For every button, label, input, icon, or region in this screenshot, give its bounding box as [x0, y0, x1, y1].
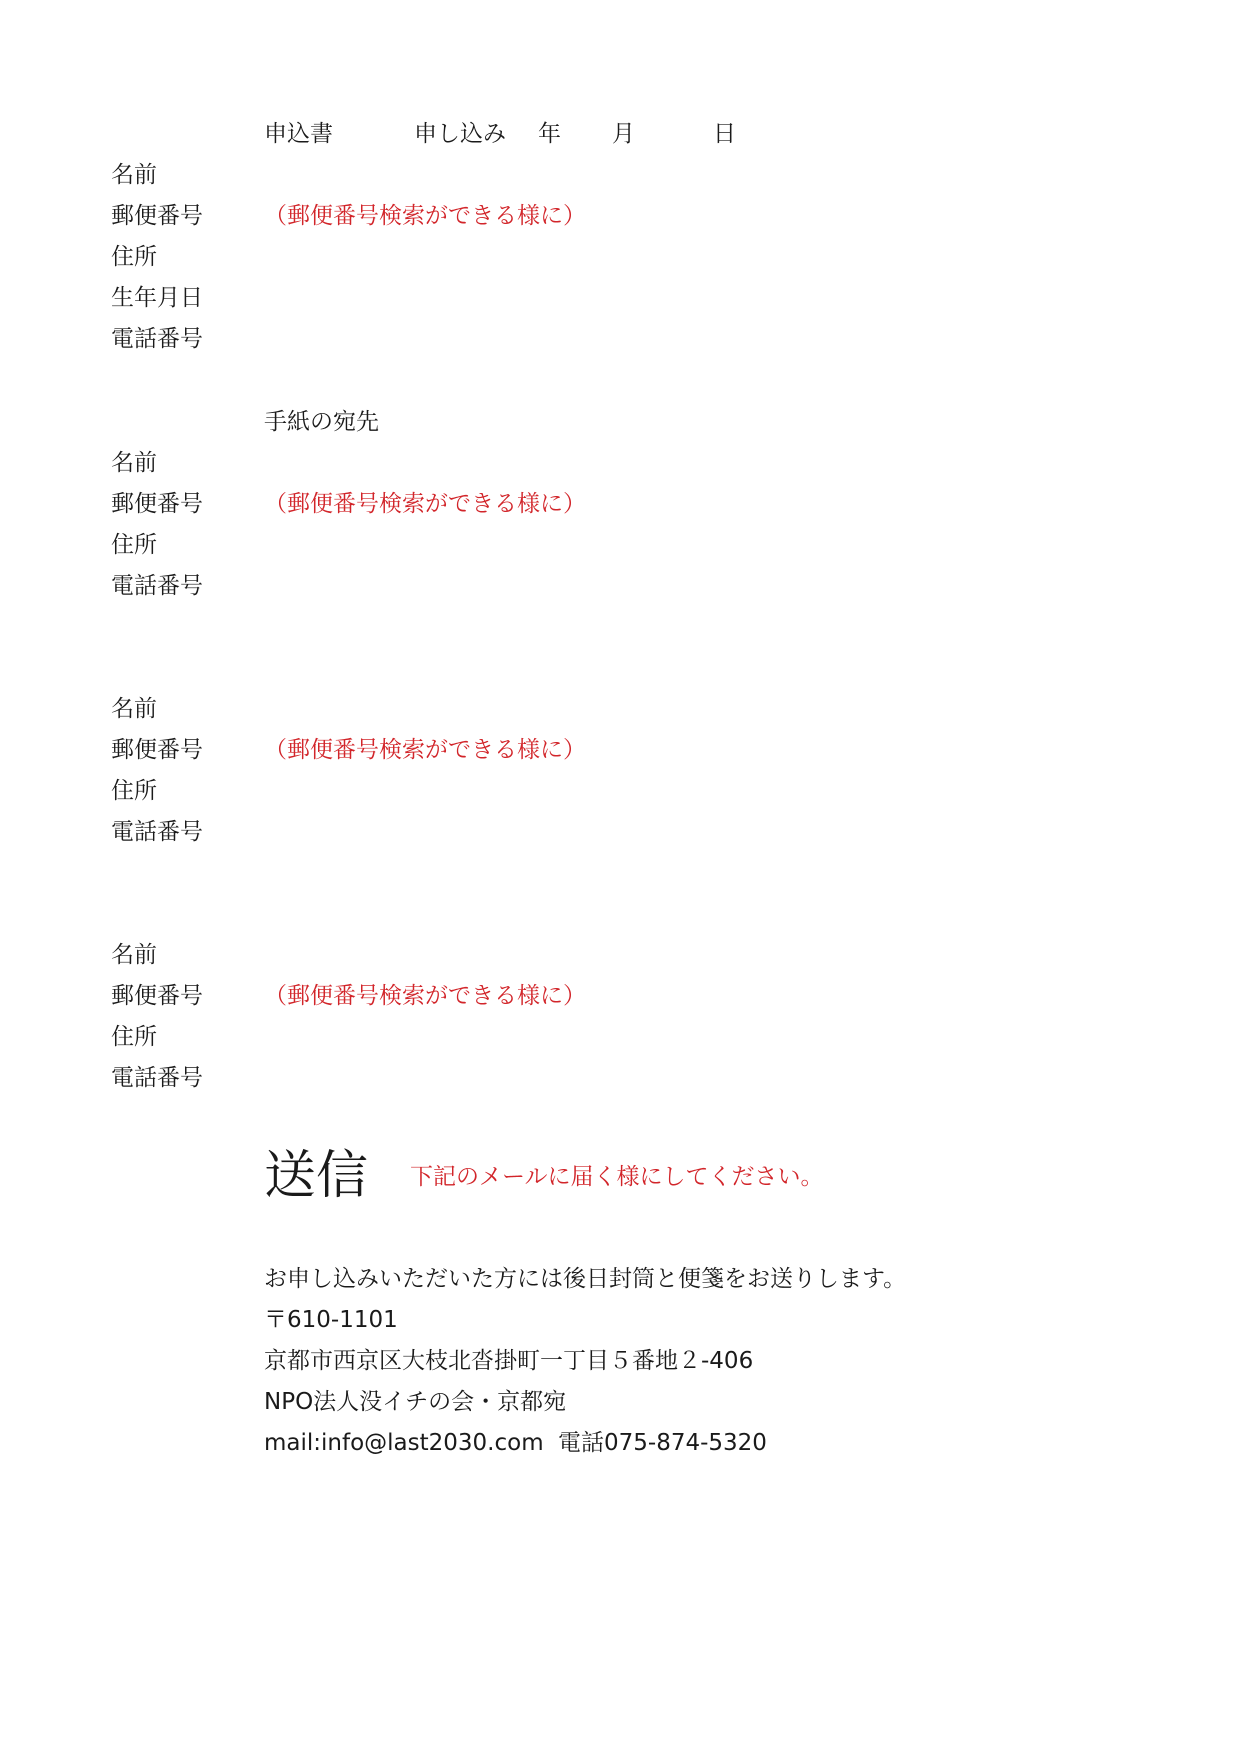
- recipient-2-name-label: 名前: [111, 696, 157, 722]
- submit-note: 下記のメールに届く様にしてください。: [410, 1164, 824, 1190]
- applicant-name-label: 名前: [111, 162, 157, 188]
- recipient-2-postal-label: 郵便番号: [111, 737, 203, 763]
- recipient-1-phone-label: 電話番号: [111, 573, 203, 599]
- month-label: 月: [612, 121, 635, 147]
- footer-postal-code: 〒610-1101: [264, 1307, 398, 1333]
- footer-notice: お申し込みいただいた方には後日封筒と便箋をお送りします。: [264, 1266, 907, 1292]
- form-title: 申込書: [264, 121, 333, 147]
- applicant-birthday-label: 生年月日: [111, 285, 203, 311]
- recipient-3-postal-note: （郵便番号検索ができる様に）: [264, 983, 586, 1009]
- year-label: 年: [538, 121, 561, 147]
- recipient-3-postal-label: 郵便番号: [111, 983, 203, 1009]
- recipient-2-phone-label: 電話番号: [111, 819, 203, 845]
- applicant-phone-label: 電話番号: [111, 326, 203, 352]
- applicant-address-label: 住所: [111, 244, 157, 270]
- recipient-2-postal-note: （郵便番号検索ができる様に）: [264, 737, 586, 763]
- footer-phone: 電話075-874-5320: [558, 1430, 767, 1456]
- footer-address: 京都市西京区大枝北沓掛町一丁目５番地２-406: [264, 1348, 754, 1374]
- recipient-1-postal-note: （郵便番号検索ができる様に）: [264, 491, 586, 517]
- footer-organization: NPO法人没イチの会・京都宛: [264, 1389, 567, 1415]
- applicant-postal-note: （郵便番号検索ができる様に）: [264, 203, 586, 229]
- applicant-postal-label: 郵便番号: [111, 203, 203, 229]
- day-label: 日: [713, 121, 736, 147]
- recipient-3-name-label: 名前: [111, 942, 157, 968]
- recipient-1-postal-label: 郵便番号: [111, 491, 203, 517]
- recipient-1-name-label: 名前: [111, 450, 157, 476]
- recipient-2-address-label: 住所: [111, 778, 157, 804]
- submit-button[interactable]: 送信: [264, 1146, 369, 1206]
- recipient-3-phone-label: 電話番号: [111, 1065, 203, 1091]
- recipient-1-address-label: 住所: [111, 532, 157, 558]
- recipient-3-address-label: 住所: [111, 1024, 157, 1050]
- date-label: 申し込み: [414, 121, 506, 147]
- recipients-heading: 手紙の宛先: [264, 409, 379, 435]
- footer-email[interactable]: mail:info@last2030.com: [264, 1430, 544, 1456]
